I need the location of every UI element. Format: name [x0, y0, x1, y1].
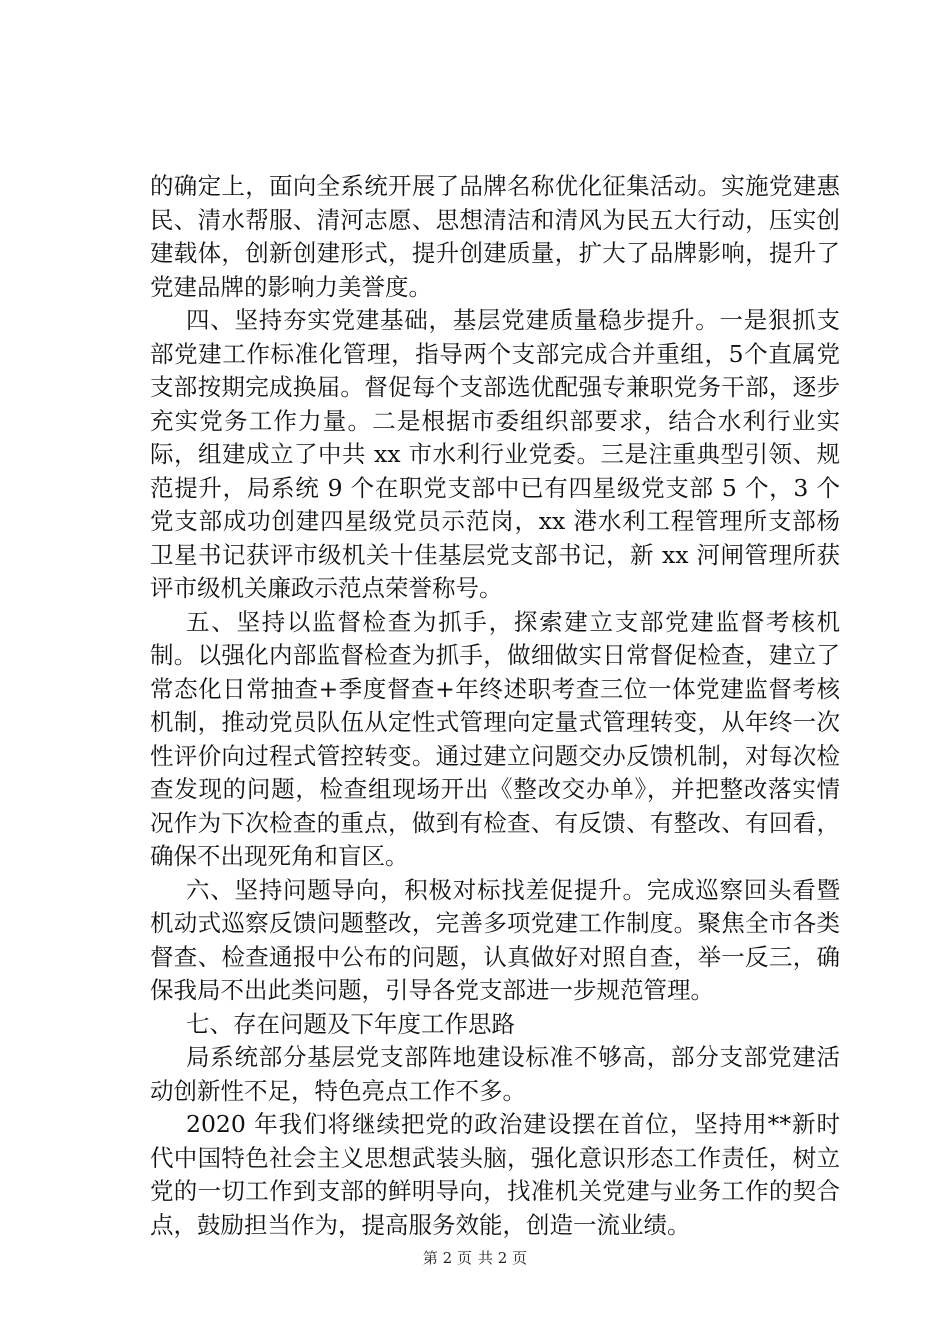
heading-section-seven: 七、存在问题及下年度工作思路	[186, 1009, 515, 1038]
paragraph-existing-problems: 局系统部分基层党支部阵地建设标准不够高，部分支部党建活动创新性不足，特色亮点工作不多。	[150, 1043, 840, 1105]
paragraph-section-six: 六、坚持问题导向，积极对标找差促提升。完成巡察回头看暨机动式巡察反馈问题整改，完善多项党建工作制度。聚焦全市各类督查、检查通报中公布的问题，认真做好对照自查，举一反三，确保我局不出此类问题，引导各党支部进一步规范管理。	[150, 875, 840, 1004]
page-number-current: 第 2 页	[422, 1249, 472, 1267]
paragraph-section-four: 四、坚持夯实党建基础，基层党建质量稳步提升。一是狠抓支部党建工作标准化管理，指导两个支部完成合并重组，5个直属党支部按期完成换届。督促每个支部选优配强专兼职党务干部，逐步充实党务工作力量。二是根据市委组织部要求，结合水利行业实际，组建成立了中共 xx 市水利行业党委。三是注重典型引领、规范提升，局系统 9 个在职党支部中已有四星级党支部 5 个，3 个党支部成功创建四星级党员示范岗，xx 港水利工程管理所支部杨卫星书记获评市级机关十佳基层党支部书记，新 xx 河闸管理所获评市级机关廉政示范点荣誉称号。	[150, 306, 840, 602]
document-body	[150, 170, 840, 1242]
paragraph-section-five: 五、坚持以监督检查为抓手，探索建立支部党建监督考核机制。以强化内部监督检查为抓手，做细做实日常督促检查，建立了常态化日常抽查+季度督查+年终述职考查三位一体党建监督考核机制，推动党员队伍从定性式管理向定量式管理转变，从年终一次性评价向过程式管控转变。通过建立问题交办反馈机制，对每次检查发现的问题，检查组现场开出《整改交办单》，并把整改落实情况作为下次检查的重点，做到有检查、有反馈、有整改、有回看，确保不出现死角和盲区。	[150, 607, 840, 870]
page-footer	[0, 1248, 950, 1268]
page-number-total: 共 2 页	[478, 1249, 528, 1267]
paragraph-2020-plan: 2020 年我们将继续把党的政治建设摆在首位，坚持用**新时代中国特色社会主义思想武装头脑，强化意识形态工作责任，树立党的一切工作到支部的鲜明导向，找准机关党建与业务工作的契合点，鼓励担当作为，提高服务效能，创造一流业绩。	[150, 1110, 840, 1239]
paragraph-brand-optimization: 的确定上，面向全系统开展了品牌名称优化征集活动。实施党建惠民、清水帮服、清河志愿、思想清洁和清风为民五大行动，压实创建载体，创新创建形式，提升创建质量，扩大了品牌影响，提升了党建品牌的影响力美誉度。	[150, 172, 840, 301]
